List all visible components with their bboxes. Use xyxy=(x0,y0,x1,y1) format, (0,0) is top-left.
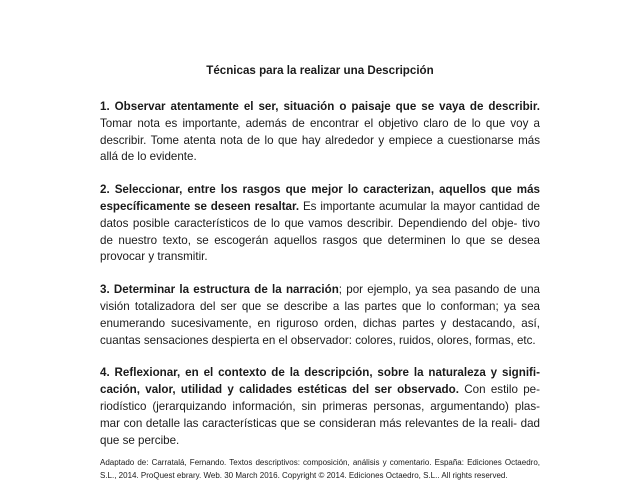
section-lead: 4. Reflexionar, en el contexto de la descripción, sobre la naturaleza y signifi- cación, valor, utilidad y calidades estéticas del ser observado. xyxy=(100,366,540,397)
section-body: Tomar nota es importante, además de encontrar el objetivo claro de lo que voy a describir. Tome atenta nota de lo que hay alrededor y empiece a cuestionarse más allá de lo evidente. xyxy=(100,116,540,164)
section-determinar xyxy=(100,282,540,349)
section-lead: 1. Observar atentamente el ser, situación o paisaje que se vaya de describir. xyxy=(100,100,540,113)
document-page xyxy=(100,64,540,482)
document-title: Técnicas para la realizar una Descripción xyxy=(206,64,434,77)
section-body: Con estilo pe- riodístico (jerarquizando información, sin primeras personas, argumentando) plas- mar con detalle las características que se consideran más relevantes de la reali- dad que se percibe. xyxy=(100,383,540,447)
section-reflexionar xyxy=(100,365,540,449)
section-lead: 2. Seleccionar, entre los rasgos que mejor lo caracterizan, aquellos que más específicamente se deseen resaltar. xyxy=(100,183,540,213)
section-body: Es importante acumular la mayor cantidad de datos posible característicos de lo que vamos describir. Dependiendo del obje- tivo de nuestro texto, se escogerán aquellos rasgos que determinen lo que se desea provocar y transmitir. xyxy=(100,199,540,264)
section-seleccionar xyxy=(100,182,540,266)
section-observar xyxy=(100,99,540,166)
section-body: ; por ejemplo, ya sea pasando de una visión totalizadora del ser que se describe a las partes que lo conforman; ya sea enumerando sucesivamente, en riguroso orden, dichas partes y destacando, así, cuantas sensaciones despierta en el observador: colores, ruidos, olores, formas, etc. xyxy=(100,283,540,347)
source-citation: Adaptado de: Carratalá, Fernando. Textos descriptivos: composición, análisis y comentario. España: Ediciones Octaedro, S.L., 2014. ProQuest ebrary. Web. 30 March 2016. Copyright © 2014. Ediciones Octaedro, S.L.. All rights reserved. xyxy=(100,458,540,481)
section-lead: 3. Determinar la estructura de la narración xyxy=(100,283,339,297)
